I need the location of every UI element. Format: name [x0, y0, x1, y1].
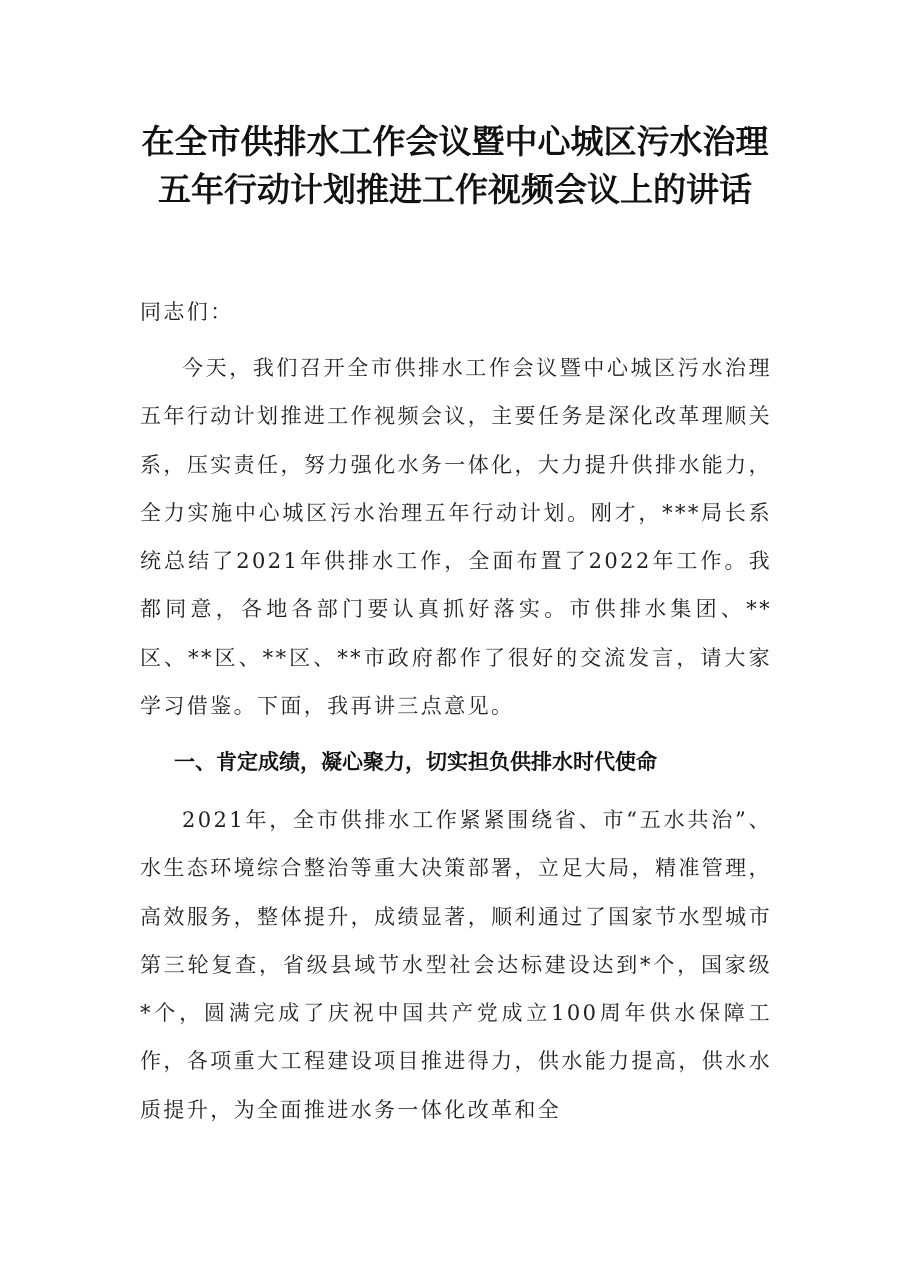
section-heading-1: 一、肯定成绩，凝心聚力，切实担负供排水时代使命 — [174, 750, 657, 774]
document-title: 在全市供排水工作会议暨中心城区污水治理五年行动计划推进工作视频会议上的讲话 — [141, 122, 769, 209]
paragraph-opening: 今天，我们召开全市供排水工作会议暨中心城区污水治理五年行动计划推进工作视频会议，主要任务是深化改革理顺关系，压实责任，努力强化水务一体化，大力提升供排水能力，全力实施中心城区污水治理五年行动计划。刚才，***局长系统总结了2021年供排水工作，全面布置了2022年工作。我都同意，各地各部门要认真抓好落实。市供排水集团、**区、**区、**区、**市政府都作了很好的交流发言，请大家学习借鉴。下面，我再讲三点意见。 — [140, 356, 772, 719]
paragraph-section-1: 2021年，全市供排水工作紧紧围绕省、市“五水共治”、水生态环境综合整治等重大决策部署，立足大局，精准管理，高效服务，整体提升，成绩显著，顺利通过了国家节水型城市第三轮复查，省级县域节水型社会达标建设达到*个，国家级*个，圆满完成了庆祝中国共产党成立100周年供水保障工作，各项重大工程建设项目推进得力，供水能力提高，供水水质提升，为全面推进水务一体化改革和全 — [140, 808, 772, 1122]
greeting: 同志们： — [140, 300, 234, 324]
